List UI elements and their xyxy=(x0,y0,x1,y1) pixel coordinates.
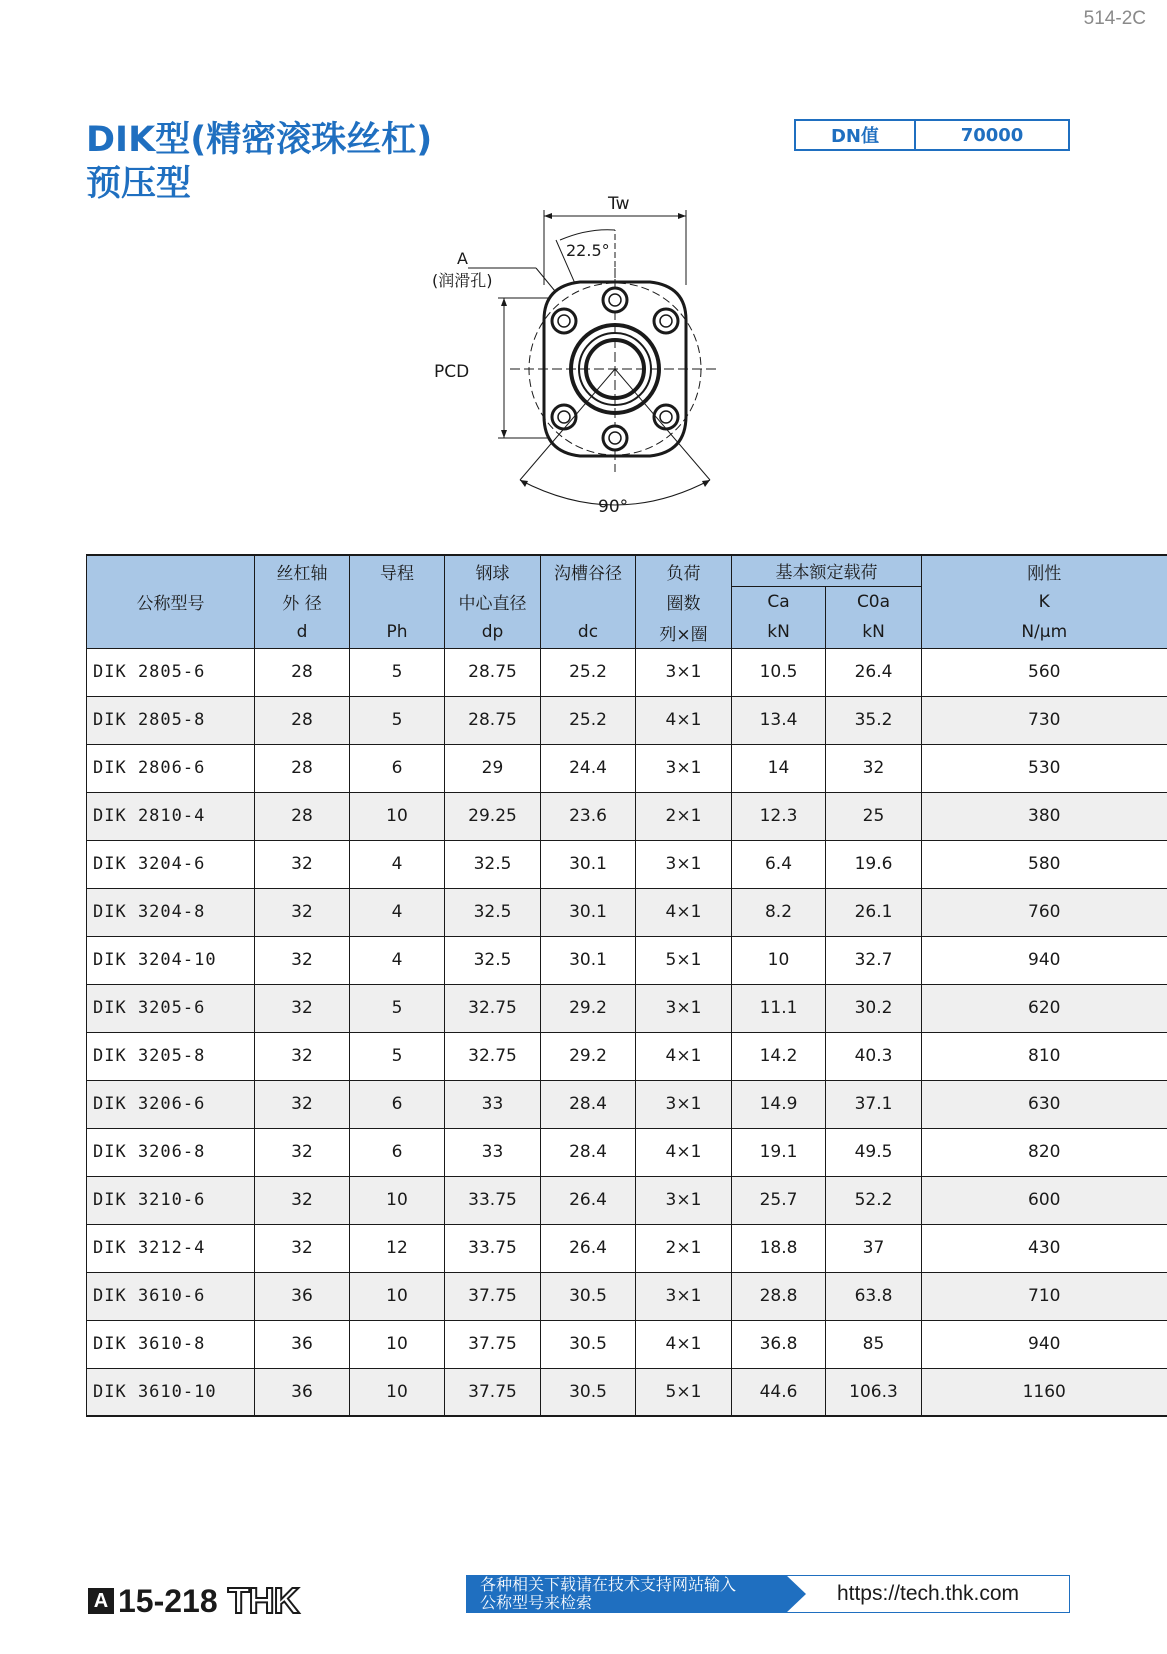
cell-circuits: 3×1 xyxy=(636,840,732,888)
cell-coa: 37 xyxy=(826,1224,922,1272)
cell-lead: 6 xyxy=(350,1080,445,1128)
table-row xyxy=(87,696,1167,744)
cell-model: DIK 2806-6 xyxy=(87,744,255,792)
cell-groove-diameter: 26.4 xyxy=(541,1224,636,1272)
cell-ca: 10 xyxy=(732,936,826,984)
page-number: 15-218 xyxy=(118,1582,218,1619)
cell-ca: 25.7 xyxy=(732,1176,826,1224)
cell-circuits: 3×1 xyxy=(636,744,732,792)
cell-rigidity: 940 xyxy=(922,1320,1167,1368)
cell-coa: 30.2 xyxy=(826,984,922,1032)
cell-ball-center-diameter: 32.5 xyxy=(445,888,541,936)
header-circuits-line2: 圈数 xyxy=(636,586,732,617)
cell-rigidity: 820 xyxy=(922,1128,1167,1176)
cell-shaft-diameter: 28 xyxy=(255,648,350,696)
cell-model: DIK 3210-6 xyxy=(87,1176,255,1224)
cell-shaft-diameter: 32 xyxy=(255,984,350,1032)
cell-coa: 85 xyxy=(826,1320,922,1368)
header-circuits-line3: 列×圈 xyxy=(636,617,732,648)
cell-shaft-diameter: 32 xyxy=(255,1032,350,1080)
cell-model: DIK 3206-8 xyxy=(87,1128,255,1176)
table-row xyxy=(87,888,1167,936)
cell-model: DIK 3610-10 xyxy=(87,1368,255,1416)
footer-note-line2: 公称型号来检索 xyxy=(480,1593,593,1612)
cell-model: DIK 2805-6 xyxy=(87,648,255,696)
cell-shaft-diameter: 32 xyxy=(255,1224,350,1272)
cell-ball-center-diameter: 32.75 xyxy=(445,984,541,1032)
cell-lead: 4 xyxy=(350,840,445,888)
cell-circuits: 4×1 xyxy=(636,1128,732,1176)
cell-ball-center-diameter: 28.75 xyxy=(445,696,541,744)
cell-groove-diameter: 29.2 xyxy=(541,984,636,1032)
cell-shaft-diameter: 36 xyxy=(255,1272,350,1320)
table-row xyxy=(87,840,1167,888)
cell-ca: 10.5 xyxy=(732,648,826,696)
cell-coa: 35.2 xyxy=(826,696,922,744)
header-shaft-symbol: d xyxy=(255,617,350,648)
cell-rigidity: 730 xyxy=(922,696,1167,744)
header-load-group: 基本额定载荷 xyxy=(732,555,922,586)
header-groove-blank xyxy=(541,586,636,617)
header-shaft-line1: 丝杠轴 xyxy=(255,555,350,586)
table-row xyxy=(87,1032,1167,1080)
cell-shaft-diameter: 28 xyxy=(255,744,350,792)
cell-model: DIK 3204-6 xyxy=(87,840,255,888)
table-row xyxy=(87,1320,1167,1368)
header-groove-line1: 沟槽谷径 xyxy=(541,555,636,586)
cell-model: DIK 3205-8 xyxy=(87,1032,255,1080)
table-row xyxy=(87,1128,1167,1176)
header-coa-unit: kN xyxy=(826,617,922,648)
header-circuits-line1: 负荷 xyxy=(636,555,732,586)
cell-model: DIK 3204-8 xyxy=(87,888,255,936)
cell-ball-center-diameter: 28.75 xyxy=(445,648,541,696)
cell-circuits: 2×1 xyxy=(636,1224,732,1272)
cell-coa: 52.2 xyxy=(826,1176,922,1224)
header-lead-line1: 导程 xyxy=(350,555,445,586)
support-url-link[interactable]: https://tech.thk.com xyxy=(786,1575,1070,1613)
thk-logo: THK xyxy=(227,1580,299,1621)
cell-ca: 19.1 xyxy=(732,1128,826,1176)
cell-ca: 6.4 xyxy=(732,840,826,888)
cell-lead: 10 xyxy=(350,1176,445,1224)
cell-ball-center-diameter: 29.25 xyxy=(445,792,541,840)
header-ball-line1: 钢球 xyxy=(445,555,541,586)
cell-rigidity: 760 xyxy=(922,888,1167,936)
dn-value-box xyxy=(794,119,1070,151)
header-shaft-line2: 外 径 xyxy=(255,586,350,617)
cell-circuits: 2×1 xyxy=(636,792,732,840)
header-ball-symbol: dp xyxy=(445,617,541,648)
cell-model: DIK 3212-4 xyxy=(87,1224,255,1272)
cell-shaft-diameter: 32 xyxy=(255,1128,350,1176)
cell-coa: 26.4 xyxy=(826,648,922,696)
cell-ball-center-diameter: 32.5 xyxy=(445,840,541,888)
cell-lead: 10 xyxy=(350,1320,445,1368)
cell-ball-center-diameter: 37.75 xyxy=(445,1320,541,1368)
tw-label: Tw xyxy=(608,194,630,214)
header-ca-symbol: Ca xyxy=(732,586,826,617)
cell-lead: 5 xyxy=(350,696,445,744)
table-row xyxy=(87,792,1167,840)
table-row xyxy=(87,984,1167,1032)
cell-rigidity: 1160 xyxy=(922,1368,1167,1416)
cell-coa: 40.3 xyxy=(826,1032,922,1080)
cell-ball-center-diameter: 29 xyxy=(445,744,541,792)
footer-support xyxy=(466,1575,1070,1613)
cell-shaft-diameter: 32 xyxy=(255,888,350,936)
cell-ca: 14.9 xyxy=(732,1080,826,1128)
lube-label-a: A xyxy=(457,249,468,268)
cell-lead: 5 xyxy=(350,984,445,1032)
title-line-1: DIK型(精密滚珠丝杠) xyxy=(86,120,433,160)
cell-shaft-diameter: 32 xyxy=(255,840,350,888)
cell-shaft-diameter: 36 xyxy=(255,1320,350,1368)
header-groove-symbol: dc xyxy=(541,617,636,648)
cell-rigidity: 600 xyxy=(922,1176,1167,1224)
cell-shaft-diameter: 32 xyxy=(255,1080,350,1128)
footer-page-id xyxy=(88,1580,299,1622)
cell-lead: 6 xyxy=(350,744,445,792)
cell-lead: 10 xyxy=(350,792,445,840)
header-rigidity-line1: 刚性 xyxy=(922,555,1167,586)
footer-note-line1: 各种相关下载请在技术支持网站输入 xyxy=(480,1575,737,1594)
cell-rigidity: 940 xyxy=(922,936,1167,984)
pcd-label: PCD xyxy=(434,362,470,382)
cell-circuits: 4×1 xyxy=(636,1320,732,1368)
cell-circuits: 3×1 xyxy=(636,1080,732,1128)
cell-ball-center-diameter: 33 xyxy=(445,1128,541,1176)
cell-lead: 5 xyxy=(350,1032,445,1080)
cell-ca: 36.8 xyxy=(732,1320,826,1368)
cell-model: DIK 3610-8 xyxy=(87,1320,255,1368)
cell-lead: 6 xyxy=(350,1128,445,1176)
cell-coa: 25 xyxy=(826,792,922,840)
cell-coa: 63.8 xyxy=(826,1272,922,1320)
cell-ball-center-diameter: 37.75 xyxy=(445,1368,541,1416)
table-row xyxy=(87,1368,1167,1416)
cell-ca: 8.2 xyxy=(732,888,826,936)
cell-coa: 37.1 xyxy=(826,1080,922,1128)
cell-circuits: 5×1 xyxy=(636,1368,732,1416)
cell-rigidity: 580 xyxy=(922,840,1167,888)
cell-coa: 32 xyxy=(826,744,922,792)
cell-rigidity: 620 xyxy=(922,984,1167,1032)
cell-ball-center-diameter: 33.75 xyxy=(445,1224,541,1272)
cell-coa: 49.5 xyxy=(826,1128,922,1176)
cell-model: DIK 2805-8 xyxy=(87,696,255,744)
cell-ball-center-diameter: 32.5 xyxy=(445,936,541,984)
table-row xyxy=(87,1272,1167,1320)
table-row xyxy=(87,744,1167,792)
table-row xyxy=(87,1176,1167,1224)
cell-ca: 14.2 xyxy=(732,1032,826,1080)
cell-ca: 18.8 xyxy=(732,1224,826,1272)
nut-flange-diagram xyxy=(432,190,740,520)
cell-circuits: 4×1 xyxy=(636,1032,732,1080)
section-badge: A xyxy=(88,1588,114,1614)
cell-rigidity: 530 xyxy=(922,744,1167,792)
cell-lead: 10 xyxy=(350,1272,445,1320)
cell-coa: 32.7 xyxy=(826,936,922,984)
dn-value: 70000 xyxy=(960,124,1024,146)
header-lead-blank xyxy=(350,586,445,617)
cell-circuits: 3×1 xyxy=(636,1272,732,1320)
cell-ca: 44.6 xyxy=(732,1368,826,1416)
cell-ball-center-diameter: 33 xyxy=(445,1080,541,1128)
cell-lead: 4 xyxy=(350,936,445,984)
header-coa-symbol: C0a xyxy=(826,586,922,617)
cell-groove-diameter: 25.2 xyxy=(541,648,636,696)
cell-circuits: 4×1 xyxy=(636,696,732,744)
cell-ca: 11.1 xyxy=(732,984,826,1032)
title-line-2: 预压型 xyxy=(86,164,192,204)
cell-ball-center-diameter: 33.75 xyxy=(445,1176,541,1224)
cell-ball-center-diameter: 37.75 xyxy=(445,1272,541,1320)
cell-rigidity: 430 xyxy=(922,1224,1167,1272)
header-ball-line2: 中心直径 xyxy=(445,586,541,617)
cell-shaft-diameter: 32 xyxy=(255,936,350,984)
cell-circuits: 3×1 xyxy=(636,648,732,696)
cell-ca: 28.8 xyxy=(732,1272,826,1320)
header-ca-unit: kN xyxy=(732,617,826,648)
page-title xyxy=(86,118,432,206)
table-row xyxy=(87,1224,1167,1272)
cell-rigidity: 630 xyxy=(922,1080,1167,1128)
cell-coa: 106.3 xyxy=(826,1368,922,1416)
cell-circuits: 4×1 xyxy=(636,888,732,936)
angle-22-label: 22.5° xyxy=(566,241,610,260)
cell-rigidity: 380 xyxy=(922,792,1167,840)
cell-circuits: 3×1 xyxy=(636,1176,732,1224)
angle-90-label: 90° xyxy=(598,497,629,517)
cell-groove-diameter: 23.6 xyxy=(541,792,636,840)
cell-lead: 12 xyxy=(350,1224,445,1272)
spec-table xyxy=(86,554,1167,1417)
table-row xyxy=(87,648,1167,696)
cell-groove-diameter: 30.1 xyxy=(541,840,636,888)
cell-groove-diameter: 26.4 xyxy=(541,1176,636,1224)
cell-shaft-diameter: 28 xyxy=(255,792,350,840)
cell-lead: 4 xyxy=(350,888,445,936)
cell-groove-diameter: 28.4 xyxy=(541,1080,636,1128)
cell-groove-diameter: 30.1 xyxy=(541,888,636,936)
footer-note xyxy=(466,1575,786,1613)
header-rigidity-symbol: K xyxy=(922,586,1167,617)
cell-rigidity: 710 xyxy=(922,1272,1167,1320)
cell-ca: 12.3 xyxy=(732,792,826,840)
cell-circuits: 5×1 xyxy=(636,936,732,984)
page-code: 514-2C xyxy=(1083,8,1146,29)
cell-rigidity: 560 xyxy=(922,648,1167,696)
spec-table-body xyxy=(87,648,1167,1416)
cell-groove-diameter: 24.4 xyxy=(541,744,636,792)
header-rigidity-unit: N/μm xyxy=(922,617,1167,648)
cell-groove-diameter: 30.1 xyxy=(541,936,636,984)
dn-label: DN值 xyxy=(796,121,916,149)
cell-ca: 13.4 xyxy=(732,696,826,744)
table-row xyxy=(87,936,1167,984)
cell-groove-diameter: 29.2 xyxy=(541,1032,636,1080)
cell-ball-center-diameter: 32.75 xyxy=(445,1032,541,1080)
cell-shaft-diameter: 36 xyxy=(255,1368,350,1416)
cell-groove-diameter: 28.4 xyxy=(541,1128,636,1176)
cell-groove-diameter: 30.5 xyxy=(541,1368,636,1416)
cell-coa: 26.1 xyxy=(826,888,922,936)
cell-model: DIK 3205-6 xyxy=(87,984,255,1032)
cell-groove-diameter: 30.5 xyxy=(541,1320,636,1368)
cell-shaft-diameter: 32 xyxy=(255,1176,350,1224)
cell-model: DIK 3204-10 xyxy=(87,936,255,984)
header-lead-symbol: Ph xyxy=(350,617,445,648)
cell-model: DIK 3610-6 xyxy=(87,1272,255,1320)
header-model: 公称型号 xyxy=(87,555,255,648)
cell-ca: 14 xyxy=(732,744,826,792)
cell-rigidity: 810 xyxy=(922,1032,1167,1080)
table-row xyxy=(87,1080,1167,1128)
cell-groove-diameter: 30.5 xyxy=(541,1272,636,1320)
cell-model: DIK 2810-4 xyxy=(87,792,255,840)
cell-model: DIK 3206-6 xyxy=(87,1080,255,1128)
cell-groove-diameter: 25.2 xyxy=(541,696,636,744)
cell-circuits: 3×1 xyxy=(636,984,732,1032)
cell-lead: 10 xyxy=(350,1368,445,1416)
lube-label-b: (润滑孔) xyxy=(432,271,493,290)
cell-shaft-diameter: 28 xyxy=(255,696,350,744)
cell-coa: 19.6 xyxy=(826,840,922,888)
cell-lead: 5 xyxy=(350,648,445,696)
